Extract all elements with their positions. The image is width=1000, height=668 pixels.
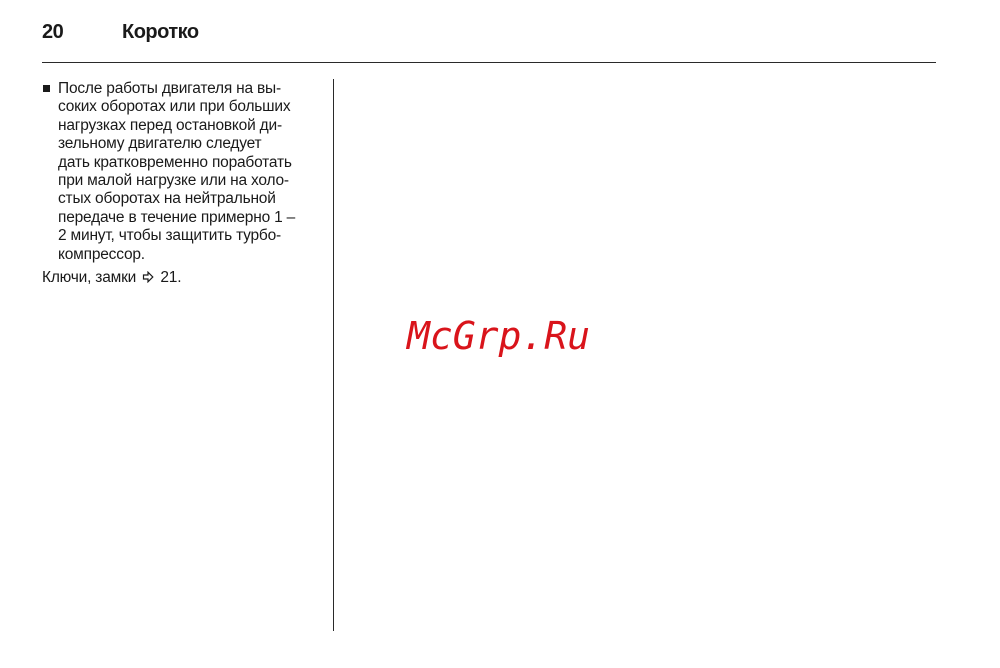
arrow-right-outline-icon	[142, 270, 154, 288]
bullet-line: передаче в течение примерно 1 –	[58, 208, 296, 226]
watermark: McGrp.Ru	[407, 314, 591, 358]
page-title: Коротко	[122, 21, 199, 43]
bullet-line: 2 минут, чтобы защитить турбо-	[58, 227, 281, 245]
reference-text: Ключи, замки	[42, 269, 137, 287]
bullet-square-icon	[43, 85, 50, 92]
bullet-line: нагрузках перед остановкой ди-	[58, 116, 282, 134]
reference-page-number: 21.	[160, 269, 182, 287]
cross-reference-link[interactable]	[42, 269, 324, 288]
bullet-line: зельному двигателю следует	[58, 135, 262, 153]
bullet-line: стых оборотах на нейтральной	[58, 190, 276, 208]
bullet-line: компрессор.	[58, 245, 145, 263]
page-number: 20	[42, 21, 64, 43]
bullet-line: дать кратковременно поработать	[58, 153, 292, 171]
header-rule	[42, 62, 936, 63]
bullet-item	[42, 80, 324, 264]
bullet-line: После работы двигателя на вы-	[58, 80, 281, 97]
left-column	[42, 80, 324, 288]
column-divider	[333, 79, 334, 631]
bullet-line: соких оборотах или при больших	[58, 98, 291, 116]
bullet-line: при малой нагрузке или на холо-	[58, 172, 289, 190]
